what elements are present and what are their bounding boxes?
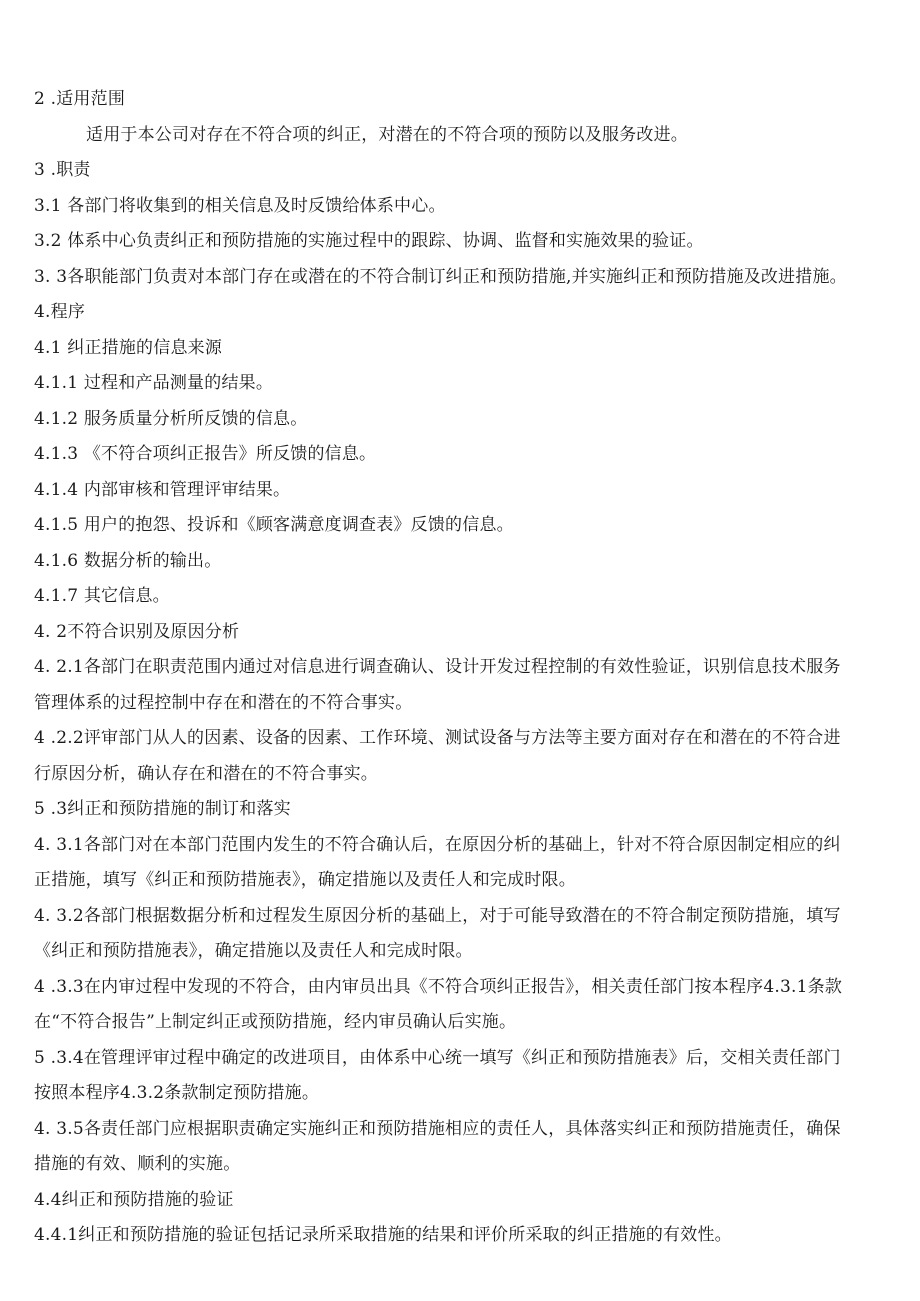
clause-4-3-4: 5 .3.4在管理评审过程中确定的改进项目，由体系中心统一填写《纠正和预防措施表》后，交相关责任部门按照本程序4.3.2条款制定预防措施。 [34,1047,841,1103]
heading-responsibilities: 3 .职责 [34,160,91,180]
clause-4-2-1: 4. 2.1各部门在职责范围内通过对信息进行调查确认、设计开发过程控制的有效性验证，识别信息技术服务管理体系的过程控制中存在和潜在的不符合事实。 [34,657,841,713]
scope-text: 适用于本公司对存在不符合项的纠正，对潜在的不符合项的预防以及服务改进。 [86,124,688,145]
clause-3-3: 3. 3各职能部门负责对本部门存在或潜在的不符合制订纠正和预防措施,并实施纠正和预防措施及改进措施。 [34,266,847,287]
clause-3-1: 3.1 各部门将收集到的相关信息及时反馈给体系中心。 [34,195,446,216]
heading-procedure: 4.程序 [34,302,86,322]
heading-scope: 2 .适用范围 [34,89,126,109]
clause-4-2-2: 4 .2.2评审部门从人的因素、设备的因素、工作环境、测试设备与方法等主要方面对存在和潜在的不符合进行原因分析，确认存在和潜在的不符合事实。 [34,728,841,784]
clause-4-3-3: 4 .3.3在内审过程中发现的不符合，由内审员出具《不符合项纠正报告》，相关责任部门按本程序4.3.1条款在“不符合报告”上制定纠正或预防措施，经内审员确认后实施。 [34,976,843,1032]
clause-4-1-2: 4.1.2 服务质量分析所反馈的信息。 [34,408,308,429]
document-body [34,82,852,1254]
clause-4-1-7: 4.1.7 其它信息。 [34,586,170,606]
clause-4-3: 5 .3纠正和预防措施的制订和落实 [34,799,291,819]
clause-3-2: 3.2 体系中心负责纠正和预防措施的实施过程中的跟踪、协调、监督和实施效果的验证。 [34,231,704,251]
clause-4-3-2: 4. 3.2各部门根据数据分析和过程发生原因分析的基础上，对于可能导致潜在的不符合制定预防措施，填写《纠正和预防措施表》，确定措施以及责任人和完成时限。 [34,905,841,961]
clause-4-1-6: 4.1.6 数据分析的输出。 [34,550,222,571]
clause-4-1-5: 4.1.5 用户的抱怨、投诉和《顾客满意度调查表》反馈的信息。 [34,515,514,535]
clause-4-4: 4.4纠正和预防措施的验证 [34,1189,234,1210]
clause-4-1-4: 4.1.4 内部审核和管理评审结果。 [34,479,291,500]
clause-4-3-5: 4. 3.5各责任部门应根据职责确定实施纠正和预防措施相应的责任人，具体落实纠正和预防措施责任，确保措施的有效、顺利的实施。 [34,1118,841,1174]
clause-4-1-1: 4.1.1 过程和产品测量的结果。 [34,373,274,393]
clause-4-1-3: 4.1.3 《不符合项纠正报告》所反馈的信息。 [34,444,377,464]
clause-4-4-1: 4.4.1纠正和预防措施的验证包括记录所采取措施的结果和评价所采取的纠正措施的有效性。 [34,1225,732,1245]
clause-4-1: 4.1 纠正措施的信息来源 [34,337,223,358]
clause-4-3-1: 4. 3.1各部门对在本部门范围内发生的不符合确认后，在原因分析的基础上，针对不符合原因制定相应的纠正措施，填写《纠正和预防措施表》，确定措施以及责任人和完成时限。 [34,834,841,890]
clause-4-2: 4. 2不符合识别及原因分析 [34,621,240,642]
